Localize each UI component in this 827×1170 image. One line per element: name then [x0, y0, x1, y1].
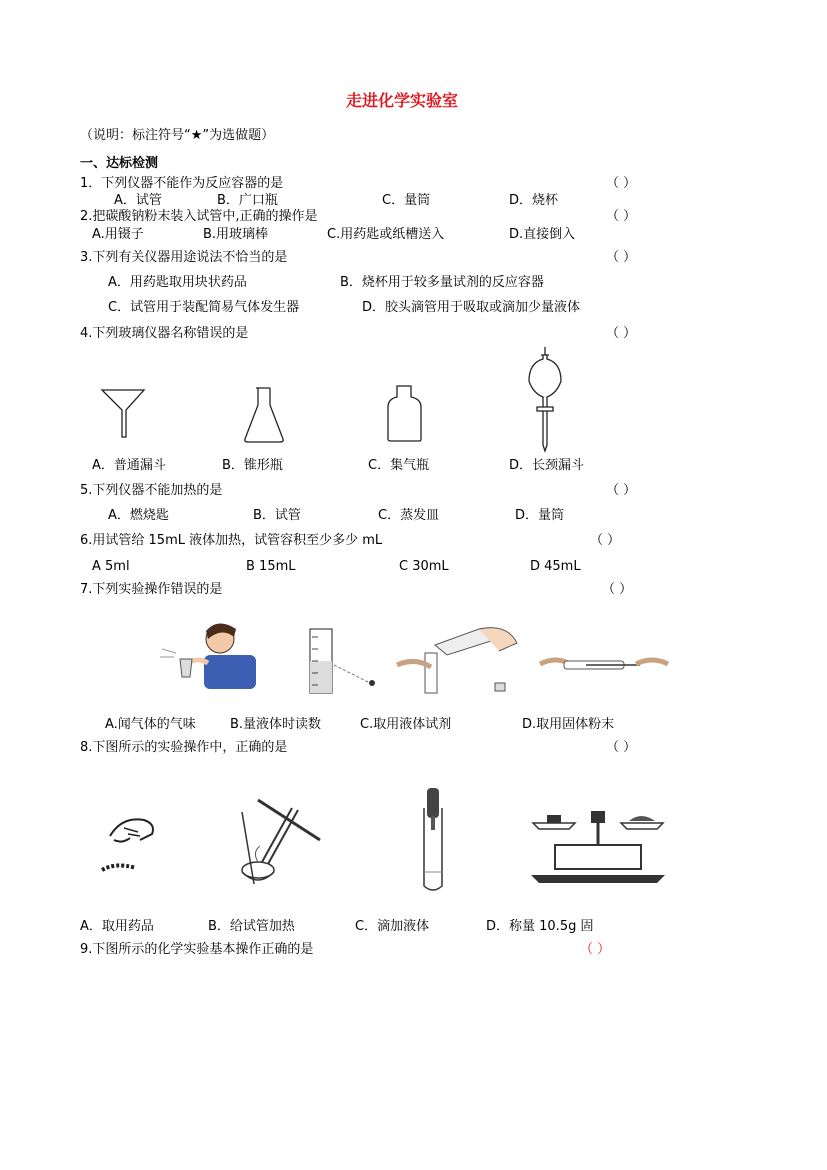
question-2-stem: 2.把碳酸钠粉末装入试管中,正确的操作是 — [80, 209, 318, 224]
question-1-bracket: （ ） — [606, 176, 637, 191]
question-9-stem: 9.下图所示的化学实验基本操作正确的是 — [80, 942, 314, 957]
balance-figure — [525, 805, 670, 885]
q1-option-c: C．量筒 — [382, 193, 431, 208]
separatory-funnel-figure — [525, 345, 565, 455]
q2-option-b: B.用玻璃棒 — [203, 227, 269, 242]
question-3-stem: 3.下列有关仪器用途说法不恰当的是 — [80, 250, 288, 265]
q1-option-a: A．试管 — [114, 193, 162, 208]
q6-option-a: A 5ml — [92, 559, 130, 574]
q2-option-d: D.直接倒入 — [509, 227, 576, 242]
q4-option-d: D．长颈漏斗 — [509, 458, 585, 473]
q4-option-a: A．普通漏斗 — [92, 458, 166, 473]
q5-option-d: D．量筒 — [515, 508, 565, 523]
q8-option-b: B．给试管加热 — [208, 919, 295, 934]
question-5-stem: 5.下列仪器不能加热的是 — [80, 483, 223, 498]
pour-liquid-figure — [395, 625, 520, 695]
solid-powder-figure — [540, 650, 668, 680]
heat-test-tube-figure — [232, 788, 332, 888]
gas-bottle-figure — [385, 383, 425, 445]
q4-option-c: C．集气瓶 — [368, 458, 430, 473]
question-4-stem: 4.下列玻璃仪器名称错误的是 — [80, 326, 249, 341]
page-title: 走进化学实验室 — [346, 91, 459, 110]
q2-option-a: A.用镊子 — [92, 227, 144, 242]
question-1-stem: 1．下列仪器不能作为反应容器的是 — [80, 176, 284, 191]
note: （说明：标注符号“★”为选做题） — [80, 128, 275, 143]
smell-gas-figure — [158, 617, 260, 691]
question-6-stem: 6.用试管给 15mL 液体加热，试管容积至少多少 mL — [80, 533, 383, 548]
question-8-bracket: （ ） — [606, 740, 637, 755]
q3-option-c: C．试管用于装配简易气体发生器 — [108, 300, 300, 315]
q8-option-a: A．取用药品 — [80, 919, 154, 934]
section-heading: 一、达标检测 — [80, 156, 159, 171]
q2-option-c: C.用药匙或纸槽送入 — [327, 227, 445, 242]
q5-option-c: C．蒸发皿 — [378, 508, 440, 523]
conical-flask-figure — [242, 385, 286, 445]
q8-option-d: D．称量 10.5g 固 — [486, 919, 594, 934]
q6-option-b: B 15mL — [246, 559, 296, 574]
q3-option-b: B．烧杯用于较多量试剂的反应容器 — [340, 275, 544, 290]
q3-option-d: D．胶头滴管用于吸取或滴加少量液体 — [362, 300, 581, 315]
question-5-bracket: （ ） — [606, 483, 637, 498]
question-3-bracket: （ ） — [606, 250, 637, 265]
q7-option-b: B.量液体时读数 — [230, 717, 322, 732]
question-2-bracket: （ ） — [606, 209, 637, 224]
q4-option-b: B．锥形瓶 — [222, 458, 283, 473]
question-4-bracket: （ ） — [606, 326, 637, 341]
q6-option-c: C 30mL — [399, 559, 449, 574]
question-6-bracket: （ ） — [590, 533, 621, 548]
question-8-stem: 8.下图所示的实验操作中，正确的是 — [80, 740, 288, 755]
q8-option-c: C．滴加液体 — [355, 919, 430, 934]
q1-option-b: B．广口瓶 — [217, 193, 278, 208]
take-chemical-figure — [100, 810, 170, 880]
q6-option-d: D 45mL — [530, 559, 581, 574]
q5-option-a: A．燃烧匙 — [108, 508, 169, 523]
q7-option-c: C.取用液体试剂 — [360, 717, 452, 732]
q1-option-d: D．烧杯 — [509, 193, 559, 208]
q3-option-a: A．用药匙取用块状药品 — [108, 275, 247, 290]
q7-option-d: D.取用固体粉末 — [522, 717, 615, 732]
q5-option-b: B．试管 — [253, 508, 301, 523]
question-9-bracket: （ ） — [580, 942, 611, 957]
question-7-bracket: （ ） — [602, 582, 633, 597]
add-liquid-figure — [418, 786, 448, 892]
funnel-figure — [100, 385, 150, 445]
q7-option-a: A.闻气体的气味 — [105, 717, 196, 732]
question-7-stem: 7.下列实验操作错误的是 — [80, 582, 223, 597]
read-liquid-figure — [298, 627, 382, 693]
